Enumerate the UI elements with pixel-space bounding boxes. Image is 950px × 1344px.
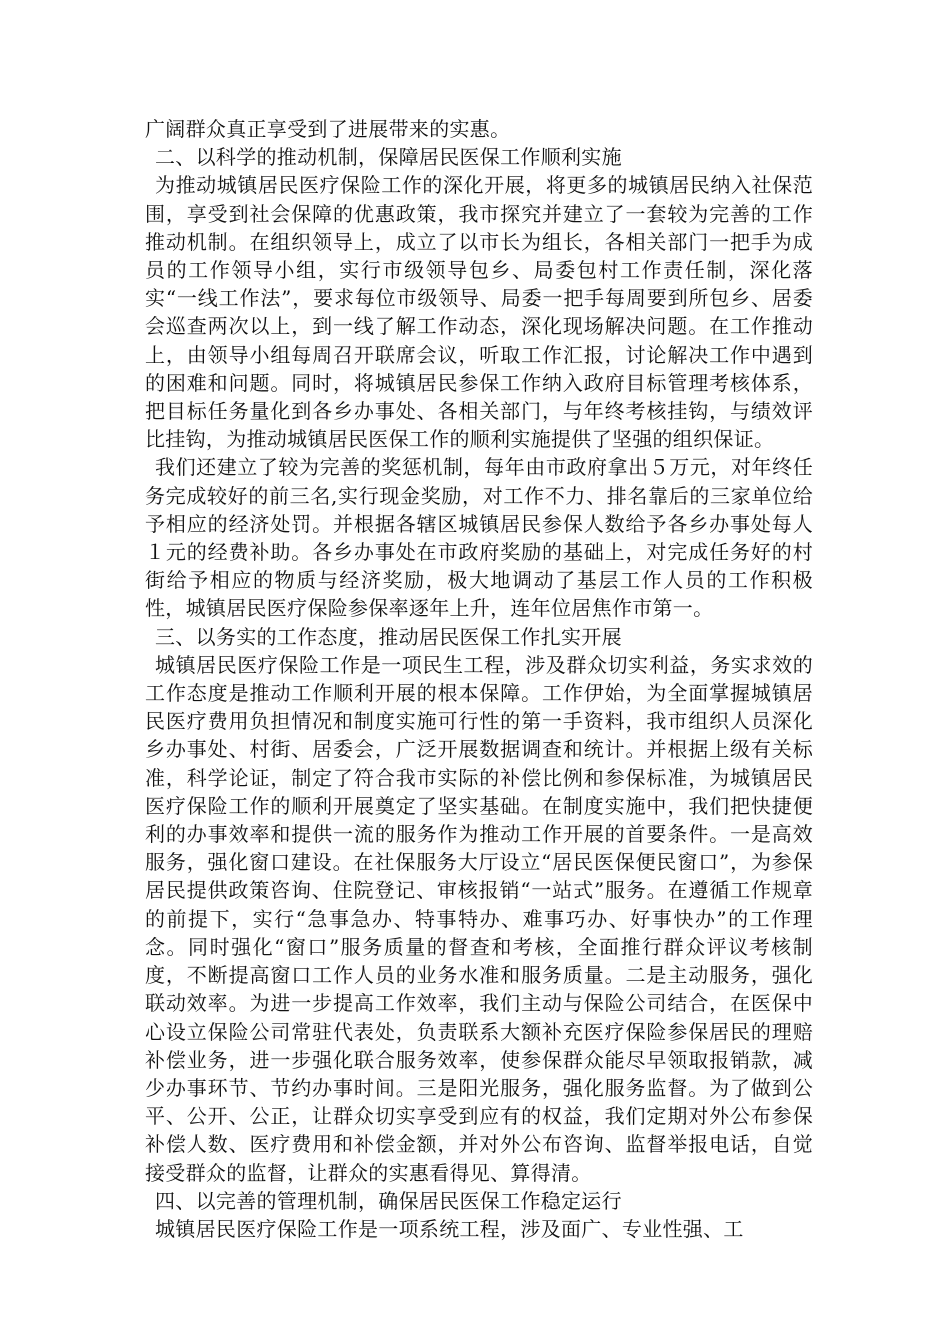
paragraph-continuation: 广阔群众真正享受到了进展带来的实惠。 xyxy=(145,117,511,141)
section-heading-4: 四、以完善的管理机制，确保居民医保工作稳定运行 xyxy=(155,1188,622,1213)
paragraph-incentive-mechanism: 我们还建立了较为完善的奖惩机制，每年由市政府拿出５万元，对年终任务完成较好的前三名,实行现金奖励，对工作不力、排名靠后的三家单位给予相应的经济处罚。并根据各辖区城镇居民参保人数给予各乡办事处每人１元的经费补助。各乡办事处在市政府奖励的基础上，对完成任务好的村街给予相应的物质与经济奖励，极大地调动了基层工作人员的工作积极性，城镇居民医疗保险参保率逐年上升，连年位居焦作市第一。 xyxy=(145,455,813,621)
document-page xyxy=(145,115,813,1243)
paragraph-management-mechanism: 城镇居民医疗保险工作是一项系统工程，涉及面广、专业性强、工 xyxy=(155,1216,744,1241)
section-heading-2: 二、以科学的推动机制，保障居民医保工作顺利实施 xyxy=(155,145,622,170)
section-heading-3: 三、以务实的工作态度，推动居民医保工作扎实开展 xyxy=(155,624,622,649)
paragraph-promotion-mechanism: 为推动城镇居民医疗保险工作的深化开展，将更多的城镇居民纳入社保范围，享受到社会保障的优惠政策，我市探究并建立了一套较为完善的工作推动机制。在组织领导上，成立了以市长为组长，各相关部门一把手为成员的工作领导小组，实行市级领导包乡、局委包村工作责任制，深化落实“一线工作法”，要求每位市级领导、局委一把手每周要到所包乡、居委会巡查两次以上，到一线了解工作动态，深化现场解决问题。在工作推动上，由领导小组每周召开联席会议，听取工作汇报，讨论解决工作中遇到的困难和问题。同时，将城镇居民参保工作纳入政府目标管理考核体系，把目标任务量化到各乡办事处、各相关部门，与年终考核挂钩，与绩效评比挂钩，为推动城镇居民医保工作的顺利实施提供了坚强的组织保证。 xyxy=(145,173,813,452)
paragraph-work-attitude: 城镇居民医疗保险工作是一项民生工程，涉及群众切实利益，务实求效的工作态度是推动工作顺利开展的根本保障。工作伊始，为全面掌握城镇居民医疗费用负担情况和制度实施可行性的第一手资料，我市组织人员深化乡办事处、村街、居委会，广泛开展数据调查和统计。并根据上级有关标准，科学论证，制定了符合我市实际的补偿比例和参保标准，为城镇居民医疗保险工作的顺利开展奠定了坚实基础。在制度实施中，我们把快捷便利的办事效率和提供一流的服务作为推动工作开展的首要条件。一是高效服务，强化窗口建设。在社保服务大厅设立“居民医保便民窗口”，为参保居民提供政策咨询、住院登记、审核报销“一站式”服务。在遵循工作规章的前提下，实行“急事急办、特事特办、难事巧办、好事快办”的工作理念。同时强化“窗口”服务质量的督查和考核，全面推行群众评议考核制度，不断提高窗口工作人员的业务水准和服务质量。二是主动服务，强化联动效率。为进一步提高工作效率，我们主动与保险公司结合，在医保中心设立保险公司常驻代表处，负责联系大额补充医疗保险参保居民的理赔补偿业务，进一步强化联合服务效率，使参保群众能尽早领取报销款，减少办事环节、节约办事时间。三是阳光服务，强化服务监督。为了做到公平、公开、公正，让群众切实享受到应有的权益，我们定期对外公布参保补偿人数、医疗费用和补偿金额，并对外公布咨询、监督举报电话，自觉接受群众的监督，让群众的实惠看得见、算得清。 xyxy=(145,652,813,1185)
